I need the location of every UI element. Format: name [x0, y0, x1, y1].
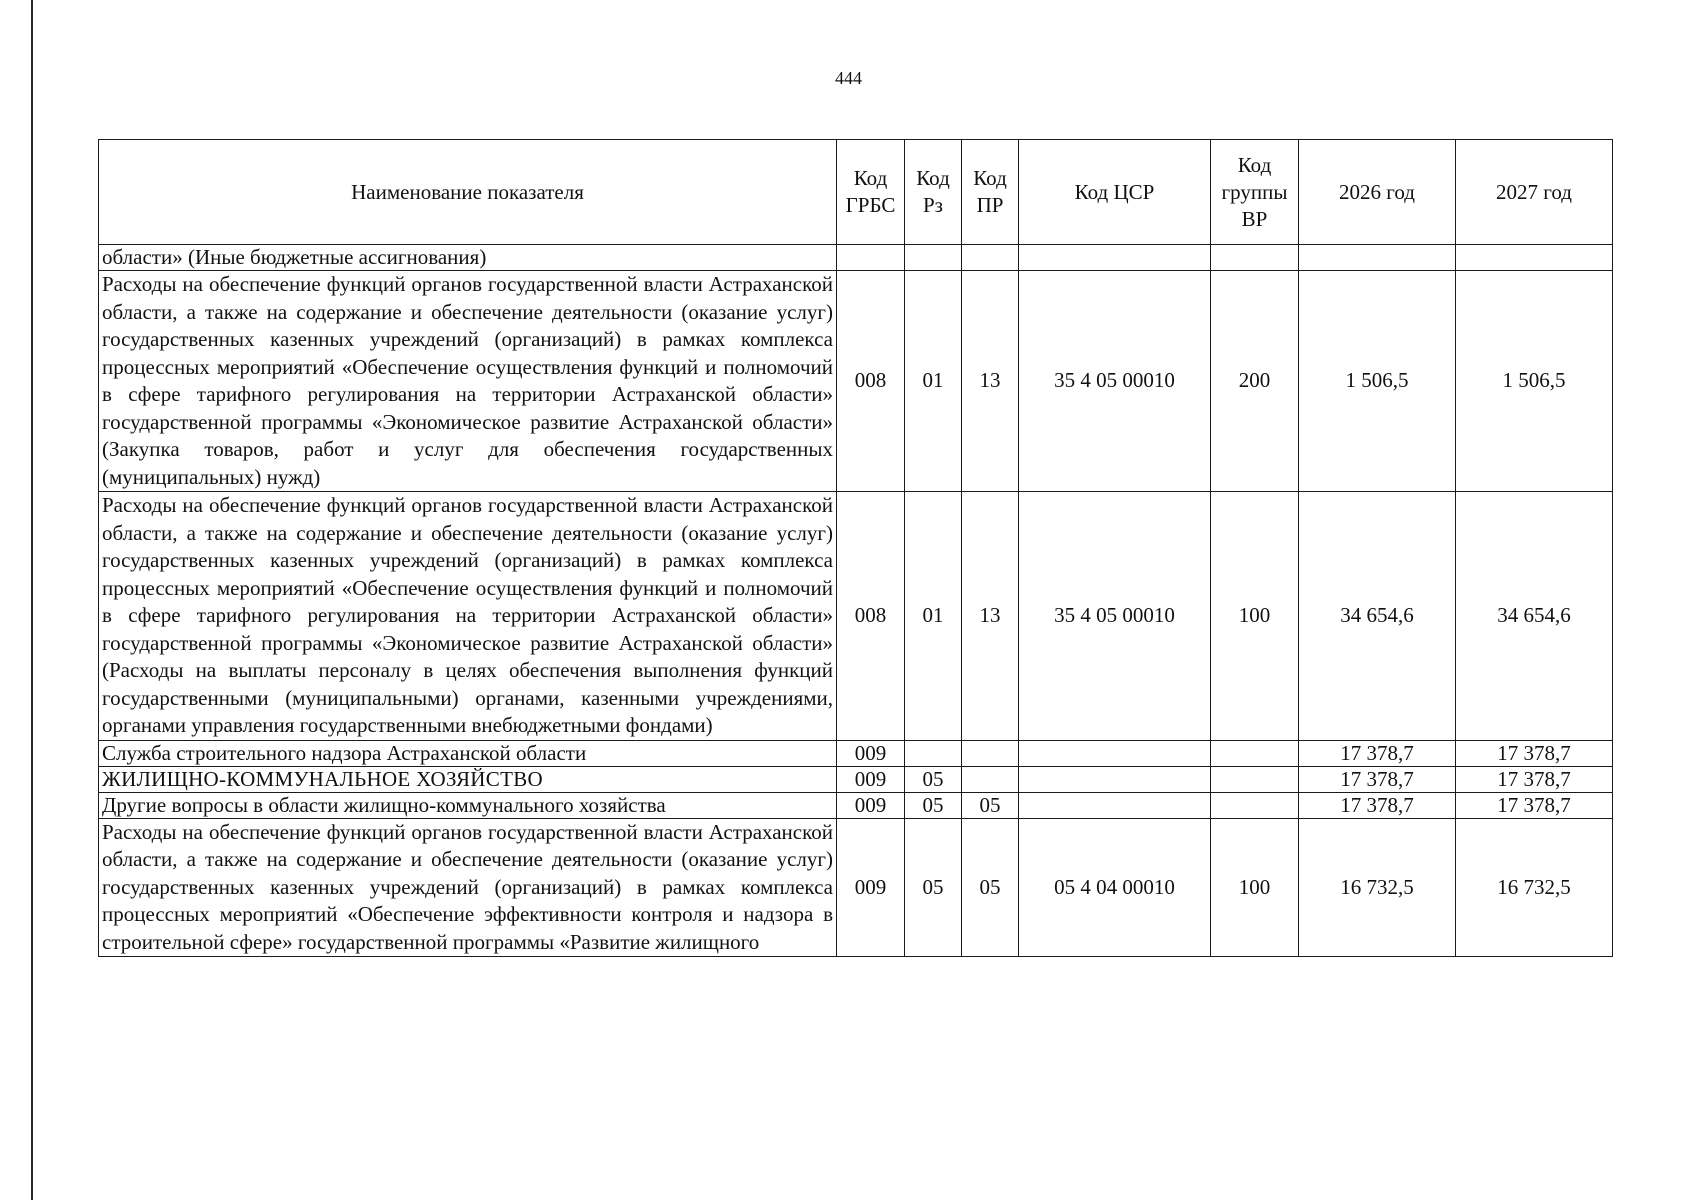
row-amount-2027: 17 378,7 — [1456, 766, 1613, 792]
row-rz: 01 — [905, 492, 962, 741]
row-amount-2026: 34 654,6 — [1299, 492, 1456, 741]
header-grbs: Код ГРБС — [837, 140, 905, 245]
header-vr: Код группы ВР — [1211, 140, 1299, 245]
row-grbs — [837, 245, 905, 271]
row-amount-2026 — [1299, 245, 1456, 271]
row-rz: 01 — [905, 271, 962, 492]
row-pr: 05 — [962, 792, 1019, 818]
row-name: Расходы на обеспечение функций органов государственной власти Астраханской области, а также на содержание и обеспечение деятельности (оказание услуг) государственных казенных учреждений (организаций) в рамках комплекса процессных мероприятий «Обеспечение осуществления функций и полномочий в сфере тарифного регулирования на территории Астраханской области» государственной программы «Экономическое развитие Астраханской области» (Расходы на выплаты персоналу в целях обеспечения выполнения функций государственными (муниципальными) органами, казенными учреждениями, органами управления государственными внебюджетными фондами) — [99, 492, 837, 741]
row-rz — [905, 740, 962, 766]
row-amount-2026: 17 378,7 — [1299, 740, 1456, 766]
row-grbs: 009 — [837, 766, 905, 792]
row-amount-2027 — [1456, 245, 1613, 271]
table-row — [99, 245, 1613, 271]
row-amount-2027: 1 506,5 — [1456, 271, 1613, 492]
table-row — [99, 740, 1613, 766]
row-name: Другие вопросы в области жилищно-коммунального хозяйства — [99, 792, 837, 818]
table-header-row — [99, 140, 1613, 245]
header-rz: Код Рз — [905, 140, 962, 245]
row-name: Расходы на обеспечение функций органов государственной власти Астраханской области, а также на содержание и обеспечение деятельности (оказание услуг) государственных казенных учреждений (организаций) в рамках комплекса процессных мероприятий «Обеспечение эффективности контроля и надзора в строительной сфере» государственной программы «Развитие жилищного — [99, 818, 837, 957]
row-csr: 35 4 05 00010 — [1019, 271, 1211, 492]
row-rz: 05 — [905, 792, 962, 818]
row-csr — [1019, 740, 1211, 766]
row-csr — [1019, 792, 1211, 818]
row-amount-2026: 17 378,7 — [1299, 792, 1456, 818]
row-csr: 35 4 05 00010 — [1019, 492, 1211, 741]
row-rz — [905, 245, 962, 271]
header-csr: Код ЦСР — [1019, 140, 1211, 245]
row-amount-2027: 17 378,7 — [1456, 792, 1613, 818]
table-row — [99, 818, 1613, 957]
row-csr — [1019, 245, 1211, 271]
row-vr: 200 — [1211, 271, 1299, 492]
row-grbs: 009 — [837, 818, 905, 957]
header-year-2027: 2027 год — [1456, 140, 1613, 245]
row-name: Служба строительного надзора Астраханской области — [99, 740, 837, 766]
row-vr: 100 — [1211, 818, 1299, 957]
header-year-2026: 2026 год — [1299, 140, 1456, 245]
budget-table-container — [98, 139, 1612, 957]
row-pr — [962, 740, 1019, 766]
header-pr: Код ПР — [962, 140, 1019, 245]
row-vr — [1211, 740, 1299, 766]
row-pr: 13 — [962, 492, 1019, 741]
row-grbs: 008 — [837, 492, 905, 741]
row-name: ЖИЛИЩНО-КОММУНАЛЬНОЕ ХОЗЯЙСТВО — [99, 766, 837, 792]
page-number: 444 — [835, 68, 862, 88]
table-row — [99, 792, 1613, 818]
row-amount-2027: 17 378,7 — [1456, 740, 1613, 766]
budget-table — [98, 139, 1613, 957]
row-name: Расходы на обеспечение функций органов государственной власти Астраханской области, а также на содержание и обеспечение деятельности (оказание услуг) государственных казенных учреждений (организаций) в рамках комплекса процессных мероприятий «Обеспечение осуществления функций и полномочий в сфере тарифного регулирования на территории Астраханской области» государственной программы «Экономическое развитие Астраханской области» (Закупка товаров, работ и услуг для обеспечения государственных (муниципальных) нужд) — [99, 271, 837, 492]
row-pr — [962, 245, 1019, 271]
row-rz: 05 — [905, 818, 962, 957]
row-vr — [1211, 766, 1299, 792]
row-vr: 100 — [1211, 492, 1299, 741]
binding-margin-line — [31, 0, 33, 1200]
row-amount-2026: 16 732,5 — [1299, 818, 1456, 957]
row-grbs: 008 — [837, 271, 905, 492]
row-amount-2026: 17 378,7 — [1299, 766, 1456, 792]
row-pr: 13 — [962, 271, 1019, 492]
row-amount-2027: 34 654,6 — [1456, 492, 1613, 741]
row-name: области» (Иные бюджетные ассигнования) — [99, 245, 837, 271]
row-vr — [1211, 245, 1299, 271]
row-pr: 05 — [962, 818, 1019, 957]
row-csr: 05 4 04 00010 — [1019, 818, 1211, 957]
row-amount-2027: 16 732,5 — [1456, 818, 1613, 957]
row-grbs: 009 — [837, 792, 905, 818]
table-row — [99, 766, 1613, 792]
row-amount-2026: 1 506,5 — [1299, 271, 1456, 492]
table-row — [99, 492, 1613, 741]
header-name: Наименование показателя — [99, 140, 837, 245]
row-rz: 05 — [905, 766, 962, 792]
row-grbs: 009 — [837, 740, 905, 766]
row-vr — [1211, 792, 1299, 818]
row-pr — [962, 766, 1019, 792]
table-row — [99, 271, 1613, 492]
row-csr — [1019, 766, 1211, 792]
